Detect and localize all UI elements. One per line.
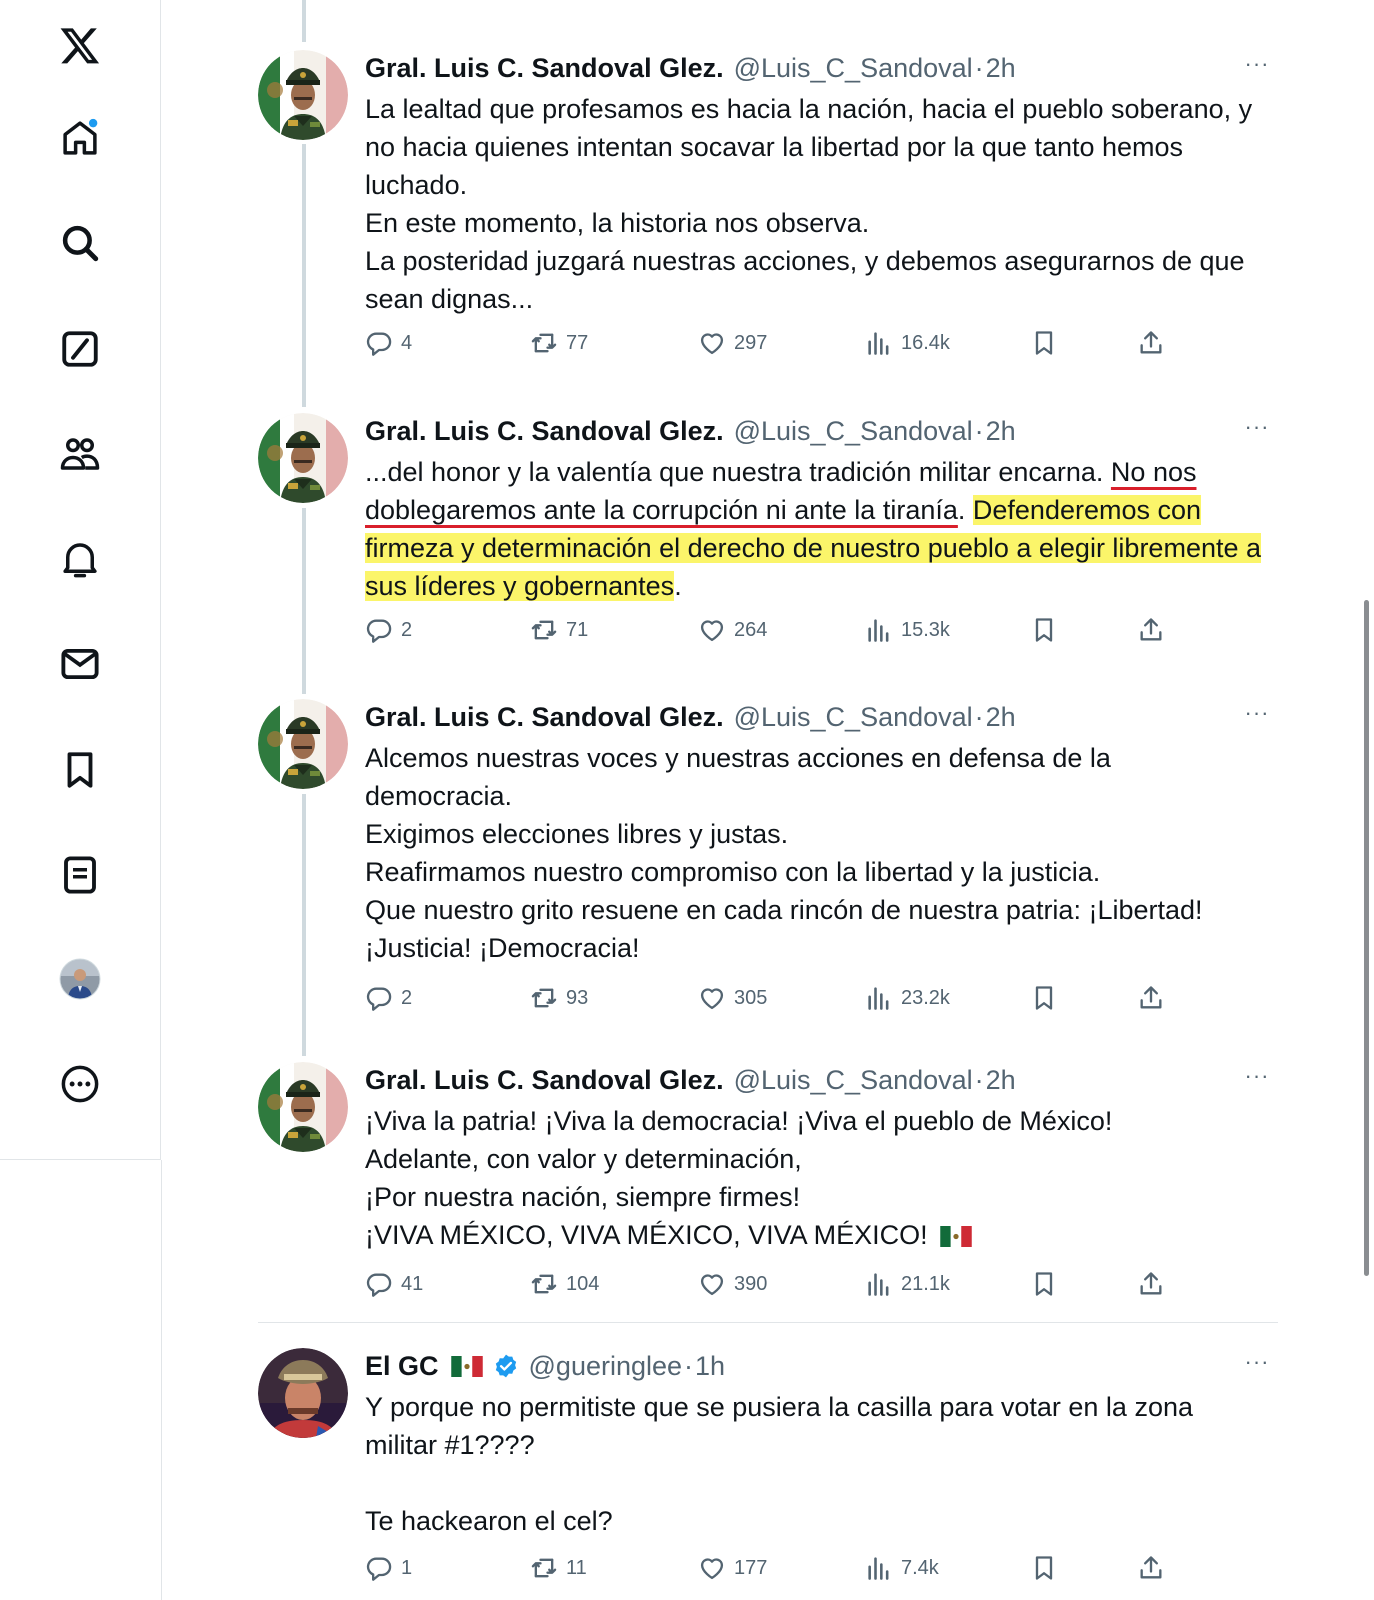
notifications-icon[interactable]: [55, 534, 105, 584]
share-icon: [1137, 1554, 1165, 1582]
bookmark-button[interactable]: [1030, 1267, 1066, 1301]
like-button[interactable]: [698, 1267, 767, 1301]
tweet-header: [365, 699, 1265, 735]
like-count: 390: [734, 1272, 768, 1295]
grok-icon[interactable]: [55, 324, 105, 374]
heart-icon: [698, 1554, 726, 1582]
author-avatar[interactable]: [258, 1348, 348, 1438]
author-avatar[interactable]: [258, 699, 348, 789]
tweet-text-segment: ...del honor y la valentía que nuestra tradición militar encarna.: [365, 457, 1111, 487]
views-icon: [865, 1270, 893, 1298]
mexico-flag-icon: [451, 1356, 483, 1377]
bookmark-icon: [1030, 329, 1058, 357]
share-button[interactable]: [1137, 326, 1173, 360]
tweet-line: Exigimos elecciones libres y justas.: [365, 819, 789, 849]
tweet-text: [365, 1388, 1265, 1540]
retweet-button[interactable]: [530, 1551, 587, 1585]
tweet-header: [365, 413, 1265, 449]
reply-button[interactable]: [365, 613, 412, 647]
share-icon: [1137, 616, 1165, 644]
retweet-button[interactable]: [530, 613, 588, 647]
author-handle[interactable]: @Luis_C_Sandoval: [733, 52, 973, 83]
views-icon: [865, 329, 893, 357]
reply-icon: [365, 329, 393, 357]
reply-button[interactable]: [365, 326, 412, 360]
messages-icon[interactable]: [55, 639, 105, 689]
tweet-line: ¡Viva la patria! ¡Viva la democracia! ¡Viva el pueblo de México!: [365, 1106, 1113, 1136]
home-icon[interactable]: [55, 113, 105, 163]
heart-icon: [698, 984, 726, 1012]
tweet-line: ¡Por nuestra nación, siempre firmes!: [365, 1182, 801, 1212]
author-handle[interactable]: @Luis_C_Sandoval: [733, 1064, 973, 1095]
tweet-actions: [365, 613, 1185, 647]
timestamp[interactable]: 1h: [695, 1350, 726, 1381]
share-button[interactable]: [1137, 1267, 1173, 1301]
tweet-line-with-flag: [365, 1216, 1265, 1254]
reply-count: 2: [401, 986, 413, 1009]
sidebar-nav: [0, 0, 161, 1160]
reply-count: 4: [401, 331, 413, 354]
reply-button[interactable]: [365, 1551, 412, 1585]
views-button[interactable]: [865, 326, 950, 360]
reply-icon: [365, 984, 393, 1012]
share-button[interactable]: [1137, 1551, 1173, 1585]
retweet-icon: [530, 1554, 558, 1582]
tweet-line: [365, 1464, 1265, 1502]
x-logo-icon[interactable]: [55, 20, 105, 70]
tweet-actions: [365, 981, 1185, 1015]
tweet-header: [365, 1062, 1265, 1098]
views-button[interactable]: [865, 1551, 939, 1585]
timestamp[interactable]: 2h: [985, 415, 1016, 446]
views-icon: [865, 984, 893, 1012]
retweet-button[interactable]: [530, 981, 588, 1015]
like-count: 305: [734, 986, 768, 1009]
author-name[interactable]: Gral. Luis C. Sandoval Glez.: [365, 415, 724, 446]
lists-icon[interactable]: [55, 850, 105, 900]
author-handle[interactable]: @Luis_C_Sandoval: [733, 415, 973, 446]
divider: [258, 1322, 1278, 1323]
tweet-line: Reafirmamos nuestro compromiso con la libertad y la justicia.: [365, 857, 1101, 887]
verified-badge-icon[interactable]: [493, 1353, 519, 1379]
author-name[interactable]: Gral. Luis C. Sandoval Glez.: [365, 1064, 724, 1095]
view-count: 21.1k: [901, 1272, 950, 1295]
author-avatar[interactable]: [258, 1062, 348, 1152]
author-name[interactable]: El GC: [365, 1350, 439, 1381]
reply-icon: [365, 1270, 393, 1298]
more-icon[interactable]: [55, 1059, 105, 1109]
retweet-count: 77: [566, 331, 589, 354]
more-options-icon[interactable]: ···: [1244, 1349, 1270, 1374]
tweet-actions: [365, 1551, 1185, 1585]
underlined-text: No nos doblegaremos ante la corrupción ni ante la tiranía: [365, 457, 1197, 525]
heart-icon: [698, 329, 726, 357]
more-options-icon[interactable]: ···: [1244, 700, 1270, 725]
like-count: 264: [734, 618, 768, 641]
like-count: 297: [734, 331, 768, 354]
reply-count: 41: [401, 1272, 424, 1295]
tweet-line: En este momento, la historia nos observa.: [365, 208, 870, 238]
like-count: 177: [734, 1556, 768, 1579]
like-button[interactable]: [698, 613, 767, 647]
sidebar-border: [161, 1160, 162, 1600]
tweet-line: La lealtad que profesamos es hacia la nación, hacia el pueblo soberano, y no hacia quienes intentan socavar la libertad por la que tanto hemos luchado.: [365, 94, 1253, 200]
reply-button[interactable]: [365, 981, 412, 1015]
share-icon: [1137, 1270, 1165, 1298]
views-button[interactable]: [865, 613, 950, 647]
bookmark-icon: [1030, 1270, 1058, 1298]
views-button[interactable]: [865, 1267, 950, 1301]
retweet-count: 104: [566, 1272, 600, 1295]
thread-line: [302, 794, 306, 1056]
tweet-line: La posteridad juzgará nuestras acciones, y debemos asegurarnos de que sean dignas...: [365, 246, 1245, 314]
share-button[interactable]: [1137, 613, 1173, 647]
views-icon: [865, 1554, 893, 1582]
tweet-text-segment: .: [957, 495, 973, 525]
tweet-actions: [365, 1267, 1185, 1301]
retweet-count: 93: [566, 986, 589, 1009]
view-count: 7.4k: [901, 1556, 939, 1579]
timestamp[interactable]: 2h: [985, 1064, 1016, 1095]
reply-button[interactable]: [365, 1267, 423, 1301]
reply-count: 2: [401, 618, 413, 641]
retweet-icon: [530, 1270, 558, 1298]
thread-line: [302, 144, 306, 407]
reply-count: 1: [401, 1556, 413, 1579]
more-options-icon[interactable]: ···: [1244, 414, 1270, 439]
like-button[interactable]: [698, 981, 767, 1015]
retweet-button[interactable]: [530, 326, 588, 360]
like-button[interactable]: [698, 1551, 767, 1585]
more-options-icon[interactable]: ···: [1244, 51, 1270, 76]
retweet-icon: [530, 616, 558, 644]
tweet-line: Y porque no permitiste que se pusiera la casilla para votar en la zona militar #1????: [365, 1392, 1193, 1460]
author-name[interactable]: Gral. Luis C. Sandoval Glez.: [365, 52, 724, 83]
views-button[interactable]: [865, 981, 950, 1015]
bookmark-icon: [1030, 616, 1058, 644]
profile-avatar[interactable]: [55, 954, 105, 1004]
retweet-button[interactable]: [530, 1267, 599, 1301]
views-icon: [865, 616, 893, 644]
bookmark-button[interactable]: [1030, 1551, 1066, 1585]
separator: ·: [974, 415, 984, 446]
tweet-text: [365, 739, 1265, 967]
author-avatar[interactable]: [258, 413, 348, 503]
view-count: 15.3k: [901, 618, 950, 641]
more-options-icon[interactable]: ···: [1244, 1063, 1270, 1088]
bookmark-button[interactable]: [1030, 981, 1066, 1015]
reply-icon: [365, 1554, 393, 1582]
communities-icon[interactable]: [55, 429, 105, 479]
tweet-actions: [365, 326, 1185, 360]
thread-line: [302, 0, 306, 42]
bookmark-icon: [1030, 984, 1058, 1012]
like-button[interactable]: [698, 326, 767, 360]
thread-line: [302, 508, 306, 694]
separator: ·: [974, 1064, 984, 1095]
heart-icon: [698, 616, 726, 644]
tweet-text: [365, 453, 1265, 605]
share-button[interactable]: [1137, 981, 1173, 1015]
retweet-icon: [530, 984, 558, 1012]
view-count: 23.2k: [901, 986, 950, 1009]
author-handle[interactable]: @Luis_C_Sandoval: [733, 701, 973, 732]
scrollbar[interactable]: [1364, 600, 1369, 1276]
tweet-line: Que nuestro grito resuene en cada rincón de nuestra patria: ¡Libertad! ¡Justicia! ¡Democracia!: [365, 895, 1203, 963]
tweet-text-segment: .: [674, 571, 682, 601]
mexico-flag-icon: [940, 1226, 972, 1247]
retweet-icon: [530, 329, 558, 357]
view-count: 16.4k: [901, 331, 950, 354]
search-icon[interactable]: [55, 218, 105, 268]
reply-icon: [365, 616, 393, 644]
tweet-line: Alcemos nuestras voces y nuestras acciones en defensa de la democracia.: [365, 743, 1111, 811]
highlighted-text: Defenderemos con firmeza y determinación el derecho de nuestro pueblo a elegir libremente a sus líderes y gobernantes: [365, 495, 1262, 601]
share-icon: [1137, 329, 1165, 357]
tweet-text: [365, 90, 1265, 318]
tweet-line: ¡VIVA MÉXICO, VIVA MÉXICO, VIVA MÉXICO!: [365, 1220, 928, 1250]
author-name[interactable]: Gral. Luis C. Sandoval Glez.: [365, 701, 724, 732]
author-avatar[interactable]: [258, 50, 348, 140]
bookmark-icon: [1030, 1554, 1058, 1582]
tweet-text: [365, 1102, 1265, 1254]
retweet-count: 11: [566, 1556, 587, 1579]
bookmark-button[interactable]: [1030, 326, 1066, 360]
tweet-line: Adelante, con valor y determinación,: [365, 1144, 802, 1174]
share-icon: [1137, 984, 1165, 1012]
tweet-header: [365, 50, 1265, 86]
retweet-count: 71: [566, 618, 589, 641]
author-handle[interactable]: @gueringlee: [528, 1350, 683, 1381]
tweet-header: [365, 1348, 1265, 1384]
bookmark-button[interactable]: [1030, 613, 1066, 647]
separator: ·: [684, 1350, 694, 1381]
bookmarks-icon[interactable]: [55, 745, 105, 795]
heart-icon: [698, 1270, 726, 1298]
timestamp[interactable]: 2h: [985, 701, 1016, 732]
timestamp[interactable]: 2h: [985, 52, 1016, 83]
tweet-line: Te hackearon el cel?: [365, 1506, 613, 1536]
separator: ·: [974, 701, 984, 732]
separator: ·: [974, 52, 984, 83]
